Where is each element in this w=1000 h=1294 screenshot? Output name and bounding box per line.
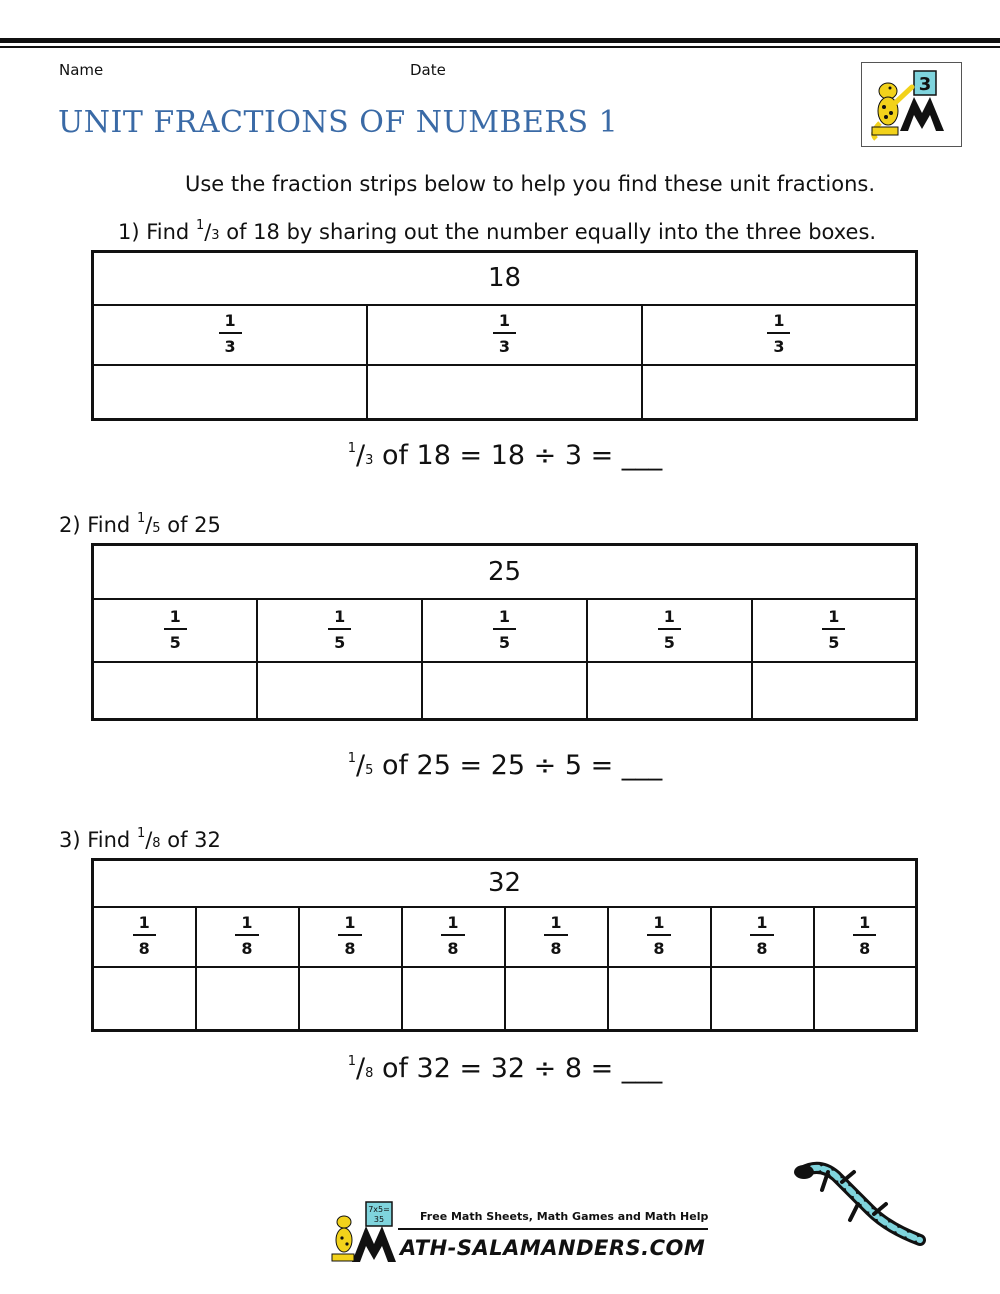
top-rule-thin [0, 46, 1000, 48]
strip-3-answer-box[interactable] [711, 967, 814, 1031]
strip-3-answer-box[interactable] [93, 967, 196, 1031]
strip-3-answer-box[interactable] [299, 967, 402, 1031]
strip-3-answer-box[interactable] [505, 967, 608, 1031]
strip-1-answer-box[interactable] [367, 365, 642, 420]
footer-salamander-logo-icon [328, 1200, 408, 1270]
strip-2-part-label: $\frac{1}{5}$ [752, 599, 917, 662]
problem-3-equation: $^1$/8 of 32 = 32 ÷ 8 = ___ [347, 1053, 663, 1084]
strip-3-part-label: $\frac{1}{8}$ [505, 907, 608, 967]
strip-3-answer-box[interactable] [402, 967, 505, 1031]
page-title: UNIT FRACTIONS OF NUMBERS 1 [58, 105, 619, 140]
problem-3-fraction-strip [91, 858, 918, 1032]
strip-2-part-label: $\frac{1}{5}$ [422, 599, 587, 662]
problem-1-equation: $^1$/3 of 18 = 18 ÷ 3 = ___ [347, 440, 663, 471]
footer-tagline: Free Math Sheets, Math Games and Math Help [420, 1210, 709, 1223]
footer-site-name: ATH-SALAMANDERS.COM [400, 1236, 706, 1260]
footer-divider [398, 1228, 708, 1230]
strip-2-part-label: $\frac{1}{5}$ [93, 599, 258, 662]
name-label: Name [59, 61, 104, 79]
strip-2-whole: 25 [93, 545, 917, 599]
problem-2-fraction-strip [91, 543, 918, 721]
strip-3-answer-box[interactable] [814, 967, 917, 1031]
strip-2-answer-box[interactable] [257, 662, 422, 720]
date-label: Date [410, 61, 446, 79]
strip-1-answer-box[interactable] [93, 365, 368, 420]
strip-2-part-label: $\frac{1}{5}$ [587, 599, 752, 662]
strip-3-answer-box[interactable] [608, 967, 711, 1031]
svg-text:7x5=: 7x5= [368, 1205, 390, 1214]
problem-1-fraction-strip [91, 250, 918, 421]
strip-1-part-label: $\frac{1}{3}$ [93, 305, 368, 365]
strip-2-answer-box[interactable] [752, 662, 917, 720]
strip-3-part-label: $\frac{1}{8}$ [814, 907, 917, 967]
instruction-text: Use the fraction strips below to help you find these unit fractions. [184, 172, 876, 196]
footer-logo [328, 1200, 713, 1270]
strip-2-answer-box[interactable] [422, 662, 587, 720]
problem-2-equation: $^1$/5 of 25 = 25 ÷ 5 = ___ [347, 750, 663, 781]
strip-3-whole: 32 [93, 860, 917, 907]
strip-3-part-label: $\frac{1}{8}$ [299, 907, 402, 967]
strip-1-part-label: $\frac{1}{3}$ [367, 305, 642, 365]
salamander-grade-logo-icon [862, 63, 961, 146]
strip-1-part-label: $\frac{1}{3}$ [642, 305, 917, 365]
strip-3-part-label: $\frac{1}{8}$ [711, 907, 814, 967]
grade-logo [861, 62, 962, 147]
strip-3-part-label: $\frac{1}{8}$ [402, 907, 505, 967]
problem-3-question: 3) Find $^1$/8 of 32 [59, 826, 221, 852]
problem-1-question: 1) Find $^1$/3 of 18 by sharing out the number equally into the three boxes. [118, 218, 877, 244]
salamander-icon [792, 1160, 927, 1250]
strip-3-answer-box[interactable] [196, 967, 299, 1031]
strip-2-answer-box[interactable] [587, 662, 752, 720]
grade-digit: 3 [918, 74, 932, 95]
svg-text:35: 35 [373, 1215, 385, 1224]
strip-3-part-label: $\frac{1}{8}$ [608, 907, 711, 967]
strip-3-part-label: $\frac{1}{8}$ [93, 907, 196, 967]
strip-1-answer-box[interactable] [642, 365, 917, 420]
top-rule-thick [0, 38, 1000, 43]
problem-2-question: 2) Find $^1$/5 of 25 [59, 511, 221, 537]
strip-2-part-label: $\frac{1}{5}$ [257, 599, 422, 662]
strip-3-part-label: $\frac{1}{8}$ [196, 907, 299, 967]
strip-2-answer-box[interactable] [93, 662, 258, 720]
strip-1-whole: 18 [93, 252, 917, 305]
